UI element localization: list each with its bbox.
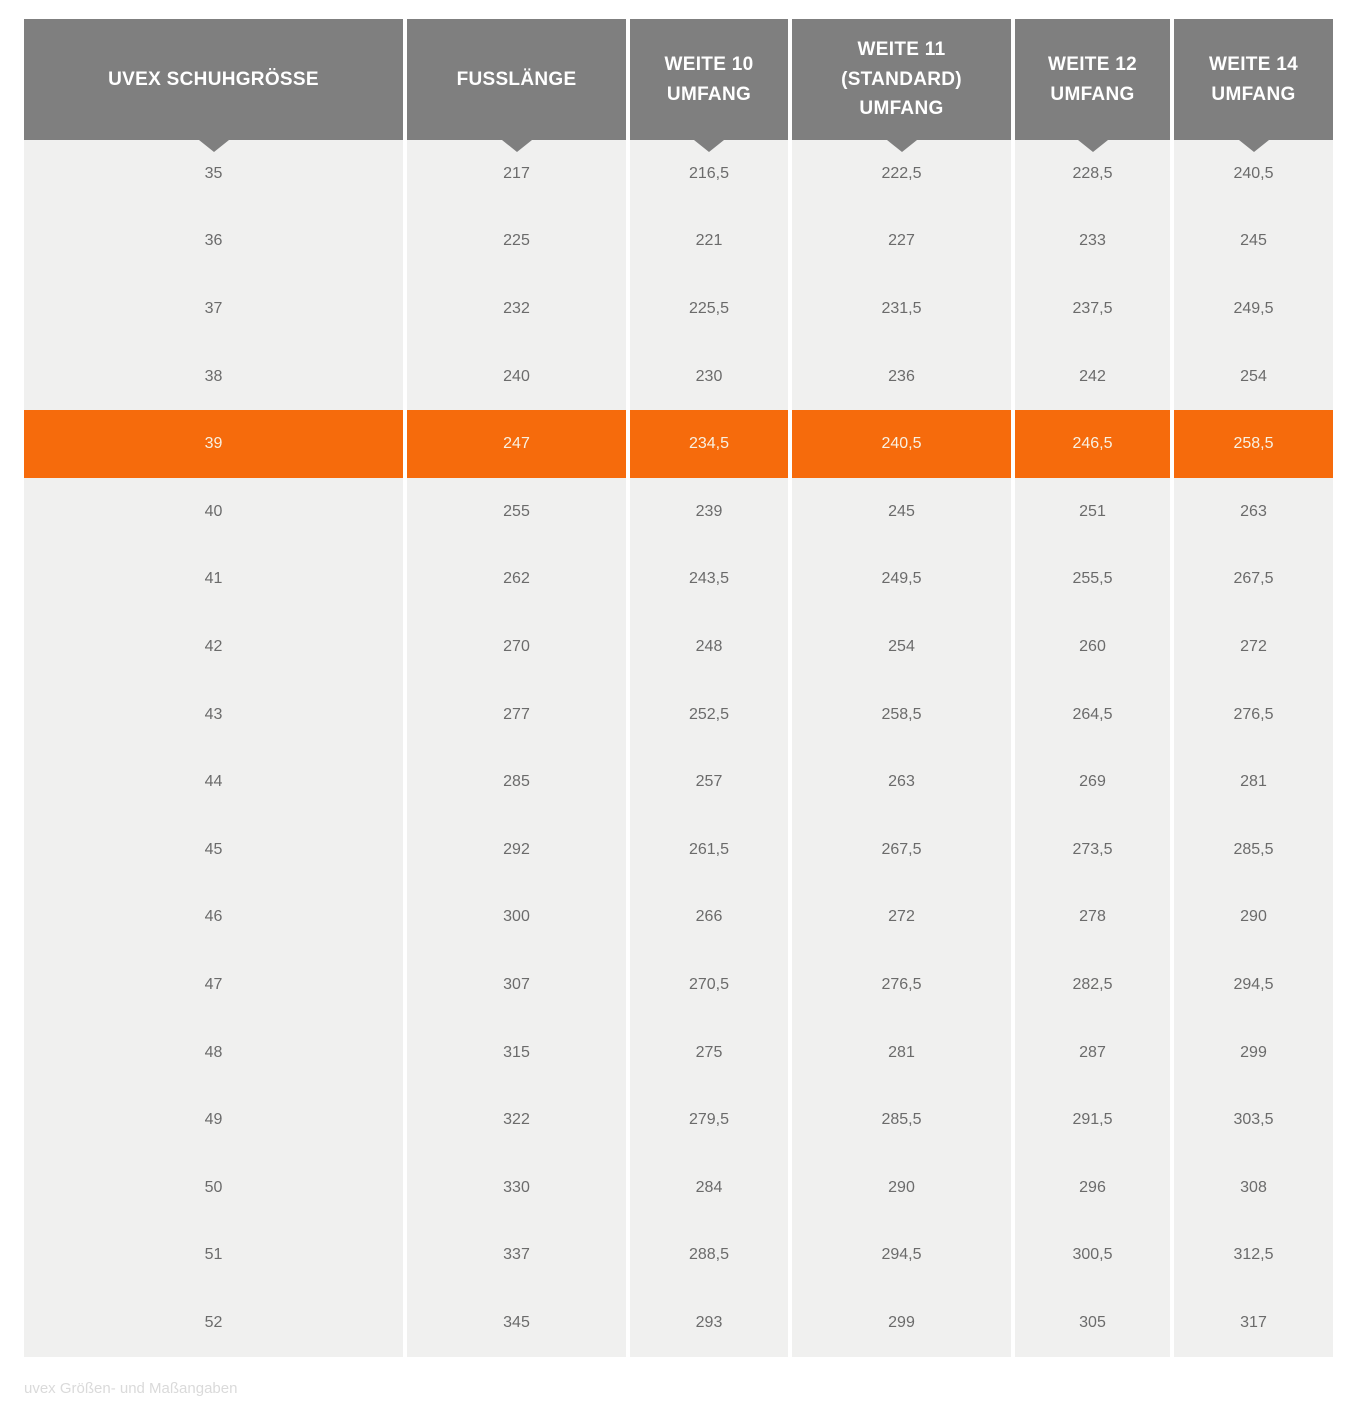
cell-weite14: 276,5 <box>1174 681 1333 749</box>
cell-weite14: 245 <box>1174 208 1333 276</box>
cell-weite11: 258,5 <box>792 681 1011 749</box>
cell-weite10: 293 <box>630 1289 788 1357</box>
cell-schuhgroesse: 41 <box>24 546 403 614</box>
column-header-schuhgroesse <box>24 19 403 140</box>
cell-fusslaenge: 307 <box>407 951 626 1019</box>
cell-weite11: 267,5 <box>792 816 1011 884</box>
cell-weite10: 239 <box>630 478 788 546</box>
cell-weite11: 272 <box>792 884 1011 952</box>
cell-weite12: 273,5 <box>1015 816 1170 884</box>
cell-weite12: 291,5 <box>1015 1086 1170 1154</box>
cell-schuhgroesse: 38 <box>24 343 403 411</box>
cell-schuhgroesse: 49 <box>24 1086 403 1154</box>
table-caption: uvex Größen- und Maßangaben <box>24 1379 238 1397</box>
column-header-weite11 <box>792 19 1011 140</box>
cell-weite14: 299 <box>1174 1019 1333 1087</box>
cell-weite12: 237,5 <box>1015 275 1170 343</box>
cell-weite11: 231,5 <box>792 275 1011 343</box>
column-header-weite12 <box>1015 19 1170 140</box>
cell-weite11: 263 <box>792 748 1011 816</box>
cell-weite11: 276,5 <box>792 951 1011 1019</box>
cell-weite14: 249,5 <box>1174 275 1333 343</box>
cell-weite12: 305 <box>1015 1289 1170 1357</box>
cell-fusslaenge: 247 <box>407 410 626 478</box>
cell-schuhgroesse: 42 <box>24 613 403 681</box>
cell-schuhgroesse: 37 <box>24 275 403 343</box>
column-header-label: UMFANG <box>859 98 944 120</box>
cell-fusslaenge: 337 <box>407 1222 626 1290</box>
cell-weite11: 240,5 <box>792 410 1011 478</box>
cell-weite14: 294,5 <box>1174 951 1333 1019</box>
column-header-label: UMFANG <box>1211 83 1296 105</box>
cell-schuhgroesse: 50 <box>24 1154 403 1222</box>
cell-fusslaenge: 315 <box>407 1019 626 1087</box>
cell-weite11: 294,5 <box>792 1222 1011 1290</box>
cell-schuhgroesse: 48 <box>24 1019 403 1087</box>
size-chart-table <box>24 19 1333 1357</box>
column-header-label: WEITE 11 <box>857 39 946 61</box>
column-header-label: UVEX SCHUHGRÖSSE <box>108 68 319 90</box>
table-row-size-52[interactable] <box>24 1289 1333 1357</box>
cell-weite10: 257 <box>630 748 788 816</box>
cell-weite11: 245 <box>792 478 1011 546</box>
cell-weite14: 254 <box>1174 343 1333 411</box>
cell-weite14: 285,5 <box>1174 816 1333 884</box>
table-row-size-44[interactable] <box>24 748 1333 816</box>
cell-weite11: 281 <box>792 1019 1011 1087</box>
cell-weite10: 270,5 <box>630 951 788 1019</box>
cell-weite14: 290 <box>1174 884 1333 952</box>
table-row-size-37[interactable] <box>24 275 1333 343</box>
cell-weite14: 317 <box>1174 1289 1333 1357</box>
table-row-size-47[interactable] <box>24 951 1333 1019</box>
table-row-size-42[interactable] <box>24 613 1333 681</box>
cell-weite11: 227 <box>792 208 1011 276</box>
table-header-row <box>24 19 1333 140</box>
cell-weite10: 288,5 <box>630 1222 788 1290</box>
cell-weite14: 267,5 <box>1174 546 1333 614</box>
pointer-down-icon <box>1078 140 1108 152</box>
column-header-label: FUSSLÄNGE <box>456 68 577 90</box>
table-row-size-36[interactable] <box>24 208 1333 276</box>
cell-schuhgroesse: 47 <box>24 951 403 1019</box>
cell-weite12: 300,5 <box>1015 1222 1170 1290</box>
cell-fusslaenge: 277 <box>407 681 626 749</box>
cell-weite12: 278 <box>1015 884 1170 952</box>
cell-fusslaenge: 330 <box>407 1154 626 1222</box>
table-row-size-51[interactable] <box>24 1222 1333 1290</box>
table-row-size-40[interactable] <box>24 478 1333 546</box>
cell-weite10: 266 <box>630 884 788 952</box>
cell-weite12: 242 <box>1015 343 1170 411</box>
cell-fusslaenge: 240 <box>407 343 626 411</box>
cell-weite10: 216,5 <box>630 140 788 208</box>
cell-weite10: 248 <box>630 613 788 681</box>
cell-schuhgroesse: 43 <box>24 681 403 749</box>
table-row-size-49[interactable] <box>24 1086 1333 1154</box>
cell-weite12: 260 <box>1015 613 1170 681</box>
cell-weite14: 263 <box>1174 478 1333 546</box>
cell-weite11: 290 <box>792 1154 1011 1222</box>
cell-weite10: 225,5 <box>630 275 788 343</box>
column-header-weite14 <box>1174 19 1333 140</box>
cell-weite10: 252,5 <box>630 681 788 749</box>
cell-weite14: 281 <box>1174 748 1333 816</box>
cell-schuhgroesse: 40 <box>24 478 403 546</box>
table-row-size-43[interactable] <box>24 681 1333 749</box>
cell-weite12: 251 <box>1015 478 1170 546</box>
cell-weite14: 240,5 <box>1174 140 1333 208</box>
table-row-size-50[interactable] <box>24 1154 1333 1222</box>
cell-fusslaenge: 300 <box>407 884 626 952</box>
column-header-weite10 <box>630 19 788 140</box>
table-row-size-38[interactable] <box>24 343 1333 411</box>
cell-schuhgroesse: 52 <box>24 1289 403 1357</box>
cell-weite14: 303,5 <box>1174 1086 1333 1154</box>
cell-weite11: 222,5 <box>792 140 1011 208</box>
table-row-size-39[interactable] <box>24 410 1333 478</box>
cell-weite10: 234,5 <box>630 410 788 478</box>
column-header-label: UMFANG <box>1050 83 1135 105</box>
column-header-label: WEITE 14 <box>1209 54 1298 76</box>
cell-schuhgroesse: 35 <box>24 140 403 208</box>
cell-fusslaenge: 292 <box>407 816 626 884</box>
cell-weite10: 261,5 <box>630 816 788 884</box>
cell-fusslaenge: 270 <box>407 613 626 681</box>
cell-weite10: 275 <box>630 1019 788 1087</box>
column-header-label: WEITE 12 <box>1048 54 1137 76</box>
cell-weite12: 246,5 <box>1015 410 1170 478</box>
cell-fusslaenge: 232 <box>407 275 626 343</box>
column-header-label: WEITE 10 <box>664 54 754 76</box>
pointer-down-icon <box>502 140 532 152</box>
cell-weite14: 272 <box>1174 613 1333 681</box>
cell-schuhgroesse: 39 <box>24 410 403 478</box>
cell-weite10: 279,5 <box>630 1086 788 1154</box>
cell-weite14: 312,5 <box>1174 1222 1333 1290</box>
cell-weite12: 282,5 <box>1015 951 1170 1019</box>
cell-fusslaenge: 322 <box>407 1086 626 1154</box>
table-row-size-45[interactable] <box>24 816 1333 884</box>
cell-fusslaenge: 225 <box>407 208 626 276</box>
table-row-size-48[interactable] <box>24 1019 1333 1087</box>
cell-weite12: 287 <box>1015 1019 1170 1087</box>
cell-weite10: 221 <box>630 208 788 276</box>
cell-weite12: 255,5 <box>1015 546 1170 614</box>
column-header-fusslaenge <box>407 19 626 140</box>
cell-weite10: 243,5 <box>630 546 788 614</box>
pointer-down-icon <box>1239 140 1269 152</box>
column-header-label: UMFANG <box>666 83 752 105</box>
cell-weite10: 284 <box>630 1154 788 1222</box>
cell-weite11: 236 <box>792 343 1011 411</box>
cell-schuhgroesse: 46 <box>24 884 403 952</box>
pointer-down-icon <box>199 140 229 152</box>
cell-schuhgroesse: 36 <box>24 208 403 276</box>
cell-fusslaenge: 255 <box>407 478 626 546</box>
pointer-down-icon <box>694 140 724 152</box>
cell-fusslaenge: 285 <box>407 748 626 816</box>
column-header-label: (STANDARD) <box>841 68 962 90</box>
cell-fusslaenge: 262 <box>407 546 626 614</box>
cell-weite11: 285,5 <box>792 1086 1011 1154</box>
cell-weite12: 233 <box>1015 208 1170 276</box>
cell-weite12: 228,5 <box>1015 140 1170 208</box>
cell-weite10: 230 <box>630 343 788 411</box>
cell-fusslaenge: 345 <box>407 1289 626 1357</box>
table-row-size-46[interactable] <box>24 884 1333 952</box>
cell-weite12: 264,5 <box>1015 681 1170 749</box>
cell-weite11: 254 <box>792 613 1011 681</box>
cell-weite12: 296 <box>1015 1154 1170 1222</box>
cell-schuhgroesse: 44 <box>24 748 403 816</box>
cell-weite14: 308 <box>1174 1154 1333 1222</box>
table-body <box>24 140 1333 1357</box>
cell-weite14: 258,5 <box>1174 410 1333 478</box>
pointer-down-icon <box>887 140 917 152</box>
cell-schuhgroesse: 45 <box>24 816 403 884</box>
cell-weite11: 299 <box>792 1289 1011 1357</box>
cell-fusslaenge: 217 <box>407 140 626 208</box>
cell-schuhgroesse: 51 <box>24 1222 403 1290</box>
cell-weite11: 249,5 <box>792 546 1011 614</box>
cell-weite12: 269 <box>1015 748 1170 816</box>
table-row-size-41[interactable] <box>24 546 1333 614</box>
